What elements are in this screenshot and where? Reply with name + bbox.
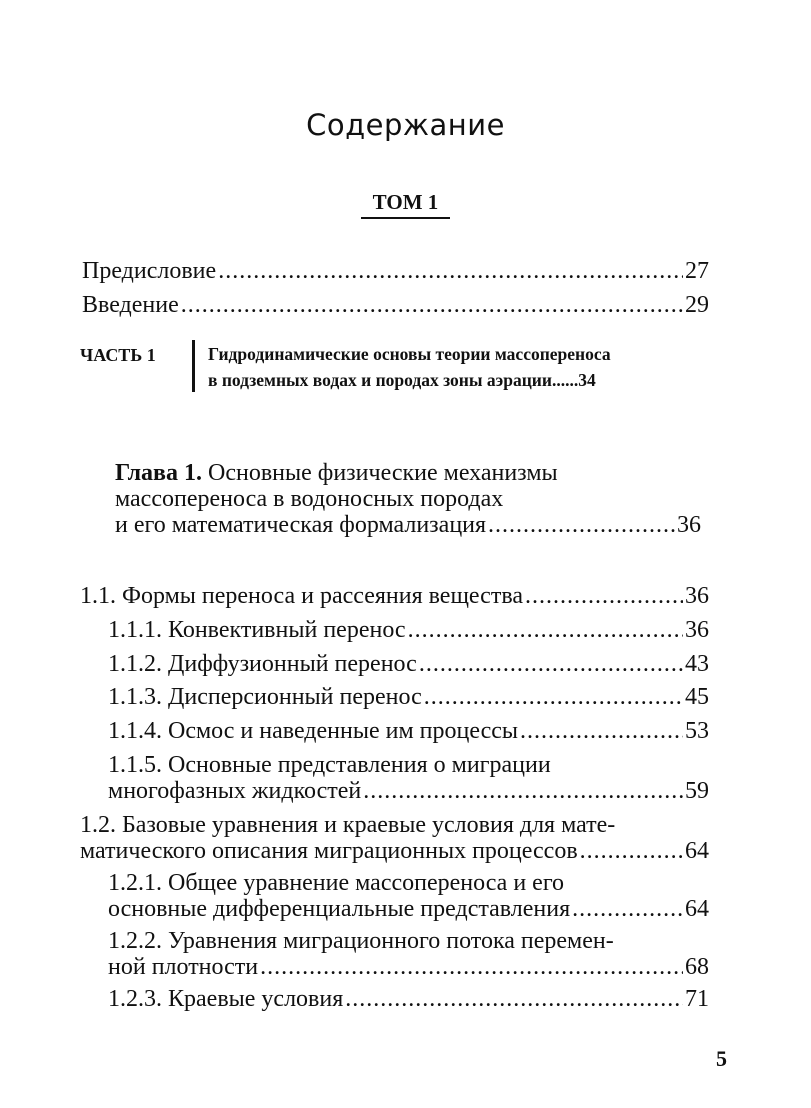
toc-entry-page: 59: [685, 778, 709, 804]
toc-entry-part-1[interactable]: [208, 370, 596, 391]
page-title: Содержание: [306, 108, 505, 142]
toc-entry-text: Введение: [82, 292, 179, 318]
toc-entry-text: матического описания миграционных процессов: [80, 838, 578, 864]
leader-dots: [520, 718, 683, 745]
leader-dots: ......: [551, 370, 579, 390]
toc-entry-page: 64: [685, 838, 709, 864]
toc-entry-1-2-3[interactable]: [108, 986, 709, 1013]
chapter-heading-line1: [115, 460, 558, 487]
toc-entry-text: 1.1.4. Осмос и наведенные им процессы: [108, 718, 519, 744]
leader-dots: [408, 617, 683, 644]
leader-dots: [419, 651, 683, 678]
toc-entry-text: основные дифференциальные представления: [108, 896, 571, 922]
toc-entry-1-1-5-line1: 1.1.5. Основные представления о миграции: [108, 752, 551, 778]
toc-entry-1-2-1-line1: 1.2.1. Общее уравнение массопереноса и его: [108, 870, 565, 896]
part-title-line2: в подземных водах и породах зоны аэрации: [208, 370, 552, 390]
leader-dots: [363, 778, 683, 805]
toc-entry-introduction[interactable]: [82, 292, 709, 319]
part-divider: [192, 340, 195, 392]
chapter-title-line3: и его математическая формализация: [115, 512, 487, 538]
leader-dots: [181, 292, 683, 319]
toc-entry-1-2-1[interactable]: [108, 896, 709, 923]
toc-entry-text: 1.1.3. Дисперсионный перенос: [108, 684, 422, 710]
leader-dots: [424, 684, 683, 711]
toc-entry-page: 36: [685, 583, 709, 609]
chapter-label: Глава 1.: [115, 460, 202, 486]
toc-entry-text: Предисловие: [82, 258, 217, 284]
toc-entry-page: 64: [685, 896, 709, 922]
part-page: 34: [578, 370, 596, 390]
toc-entry-text: многофазных жидкостей: [108, 778, 362, 804]
toc-entry-1-1-5[interactable]: [108, 778, 709, 805]
leader-dots: [580, 838, 683, 865]
toc-entry-page: 43: [685, 651, 709, 677]
chapter-title-line2: массопереноса в водоносных породах: [115, 486, 504, 512]
toc-entry-text: ной плотности: [108, 954, 259, 980]
leader-dots: [345, 986, 683, 1013]
leader-dots: [488, 512, 675, 539]
leader-dots: [218, 258, 683, 285]
toc-entry-1-1-1[interactable]: [108, 617, 709, 644]
toc-entry-text: 1.1. Формы переноса и рассеяния вещества: [80, 583, 523, 609]
toc-entry-text: 1.1.1. Конвективный перенос: [108, 617, 406, 643]
toc-entry-preface[interactable]: [82, 258, 709, 285]
chapter-page: 36: [677, 512, 701, 538]
chapter-title-line1: Основные физические механизмы: [208, 460, 558, 486]
leader-dots: [572, 896, 683, 923]
page-number: 5: [716, 1046, 727, 1071]
leader-dots: [260, 954, 683, 981]
volume-label: ТОМ 1: [361, 190, 451, 219]
toc-entry-1-1-3[interactable]: [108, 684, 709, 711]
toc-entry-text: 1.2.3. Краевые условия: [108, 986, 344, 1012]
toc-entry-page: 36: [685, 617, 709, 643]
part-title-line1: Гидродинамические основы теории массопереноса: [208, 344, 611, 364]
toc-entry-page: 53: [685, 718, 709, 744]
toc-entry-page: 71: [685, 986, 709, 1012]
toc-entry-page: 68: [685, 954, 709, 980]
toc-entry-page: 27: [685, 258, 709, 284]
toc-entry-1-2-2[interactable]: [108, 954, 709, 981]
volume-heading: [0, 190, 811, 219]
toc-entry-page: 29: [685, 292, 709, 318]
toc-entry-text: 1.1.2. Диффузионный перенос: [108, 651, 417, 677]
toc-entry-chapter-1[interactable]: [115, 512, 701, 539]
toc-entry-1-1-4[interactable]: [108, 718, 709, 745]
toc-entry-1-2-line1: 1.2. Базовые уравнения и краевые условия для мате-: [80, 812, 616, 838]
toc-entry-1-2-2-line1: 1.2.2. Уравнения миграционного потока перемен-: [108, 928, 614, 954]
leader-dots: [525, 583, 683, 610]
toc-entry-1-1-2[interactable]: [108, 651, 709, 678]
toc-entry-page: 45: [685, 684, 709, 710]
toc-entry-1-2[interactable]: [80, 838, 709, 865]
toc-entry-1-1[interactable]: [80, 583, 709, 610]
part-label: ЧАСТЬ 1: [80, 345, 156, 365]
